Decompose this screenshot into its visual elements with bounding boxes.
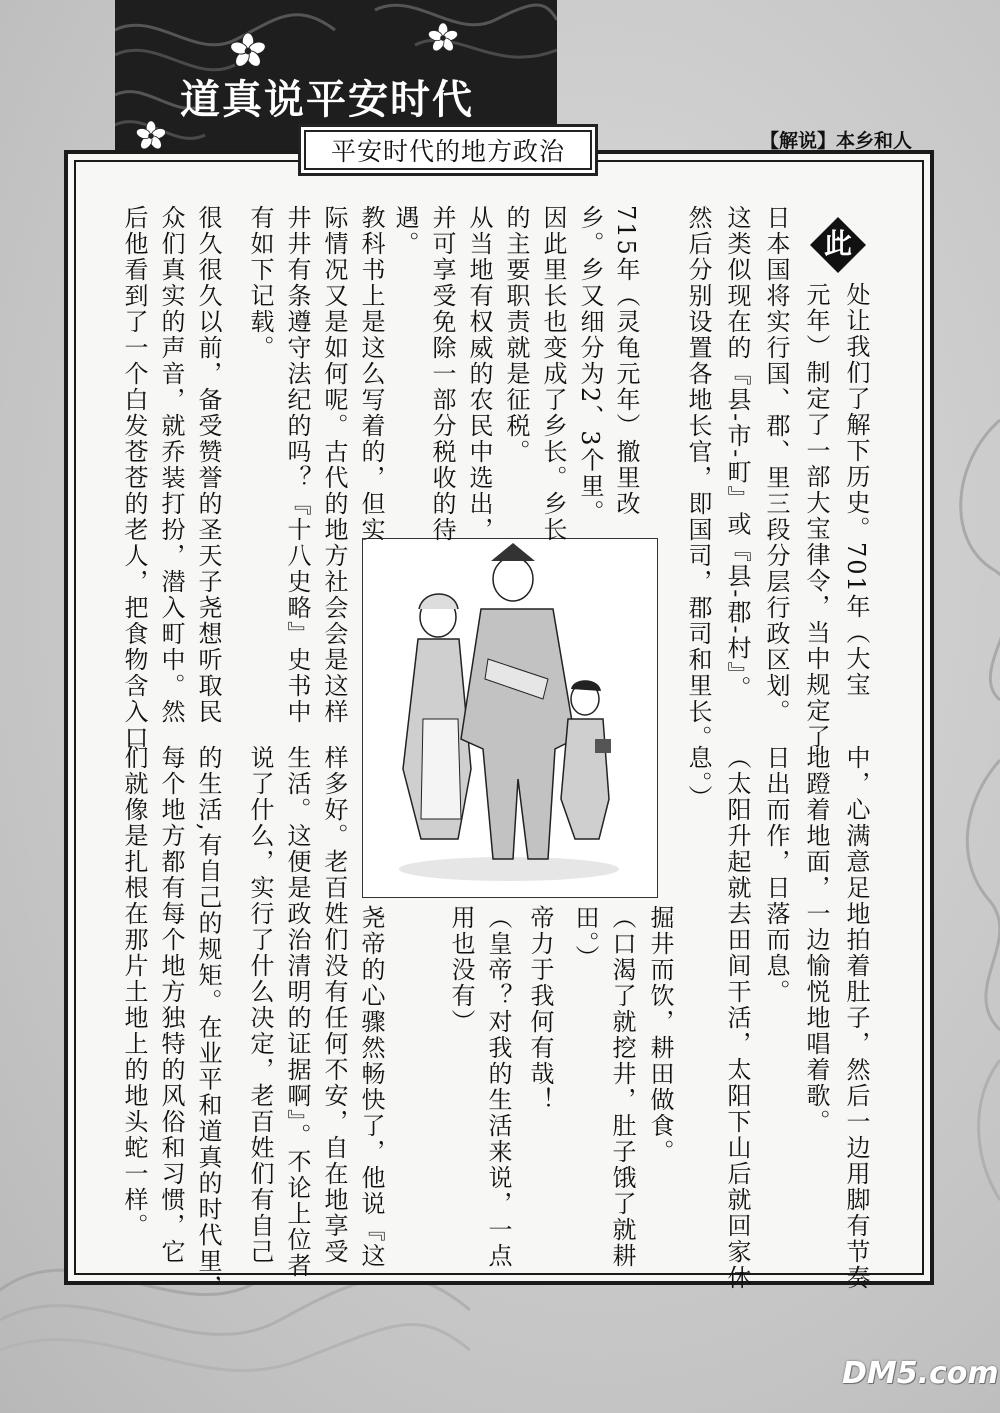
text-column-8: 因此里长也变成了乡长。乡长 (539, 205, 567, 543)
text-column-12: 遇。 (391, 205, 419, 257)
text-column-21: 地蹬着地面，一边愉悦地唱着歌。 (802, 745, 830, 1135)
text-column-24: 息。） (684, 745, 712, 811)
drop-cap: 此 (823, 227, 852, 260)
illustration-villagers (362, 538, 658, 898)
text-column-26: （口渴了就挖井，肚子饿了就耕 (608, 905, 636, 1269)
text-column-6: 715年（灵龟元年）撤里改 (612, 205, 640, 517)
text-column-10: 从当地有权威的农民中选出， (465, 205, 493, 543)
text-column-31: 尧帝的心骤然畅快了，他说『这 (357, 905, 385, 1269)
text-column-29: （皇帝？对我的生活来说，一点 (484, 905, 512, 1269)
section-subtitle: 平安时代的地方政治 (298, 124, 598, 176)
text-column-16: 有如下记载。 (246, 205, 274, 361)
text-column-17: 很久很久以前，备受赞誉的圣天子尧想听取民 (194, 205, 222, 725)
text-column-33: 生活。这便是政治清明的证据啊』。不论上位者 (283, 745, 311, 1279)
text-column-30: 用也没有） (447, 905, 475, 1035)
text-column-7: 乡。乡又细分为2、3个里。 (576, 205, 604, 526)
text-column-5: 然后分别设置各地长官，即国司，郡司和里长。 (684, 205, 712, 751)
text-column-27: 田。） (571, 905, 599, 971)
site-watermark: DM5.com (842, 1356, 999, 1391)
text-column-19: 后他看到了一个白发苍苍的老人，把食物含入口 (120, 205, 148, 751)
text-column-35: 的生活,有自己的规矩。在业平和道真的时代里， (194, 745, 222, 1301)
text-column-1: 处让我们了解下历史。701年（大宝 (842, 282, 870, 698)
wave-pattern-right (934, 340, 1000, 1240)
cherry-blossom-icon (229, 32, 267, 70)
cherry-blossom-icon (427, 22, 459, 54)
text-column-25: 掘井而饮，耕田做食。 (646, 905, 674, 1165)
text-column-14: 际情况又是如何呢。古代的地方社会会是这样 (320, 205, 348, 725)
cherry-blossom-icon (135, 120, 167, 152)
text-column-3: 日本国将实行国、郡、里三段分层行政区划。 (762, 205, 790, 725)
text-column-36: 每个地方都有每个地方独特的风俗和习惯，它 (157, 745, 185, 1265)
text-column-15: 井井有条遵守法纪的吗？『十八史略』史书中 (283, 205, 311, 725)
text-column-34: 说了什么，实行了什么决定，老百姓们有自己 (246, 745, 274, 1265)
text-column-9: 的主要职责就是征税。 (502, 205, 530, 465)
text-column-28: 帝力于我何有哉！ (526, 905, 554, 1113)
text-column-11: 并可享受免除一部分税收的待 (428, 205, 456, 543)
text-column-23: （太阳升起就去田间干活，太阳下山后就回家休 (723, 745, 751, 1291)
page-title: 道真说平安时代 (180, 76, 474, 123)
text-column-2: 元年）制定了一部大宝律令，当中规定了 (802, 282, 830, 750)
text-column-37: 们就像是扎根在那片土地上的地头蛇一样。 (120, 745, 148, 1239)
villagers-drawing (363, 539, 656, 896)
author-credit: 【解说】本乡和人 (760, 130, 913, 152)
text-column-22: 日出而作，日落而息。 (762, 745, 790, 1005)
text-column-20: 中，心满意足地拍着肚子，然后一边用脚有节奏 (842, 745, 870, 1291)
text-column-32: 样多好。老百姓们没有任何不安，自在地享受 (320, 745, 348, 1265)
text-column-18: 众们真实的声音，就乔装打扮，潜入町中。然 (157, 205, 185, 725)
text-column-4: 这类似现在的『县-市-町』或『县-郡-村』。 (723, 205, 751, 702)
text-column-13: 教科书上是这么写着的，但实 (357, 205, 385, 543)
